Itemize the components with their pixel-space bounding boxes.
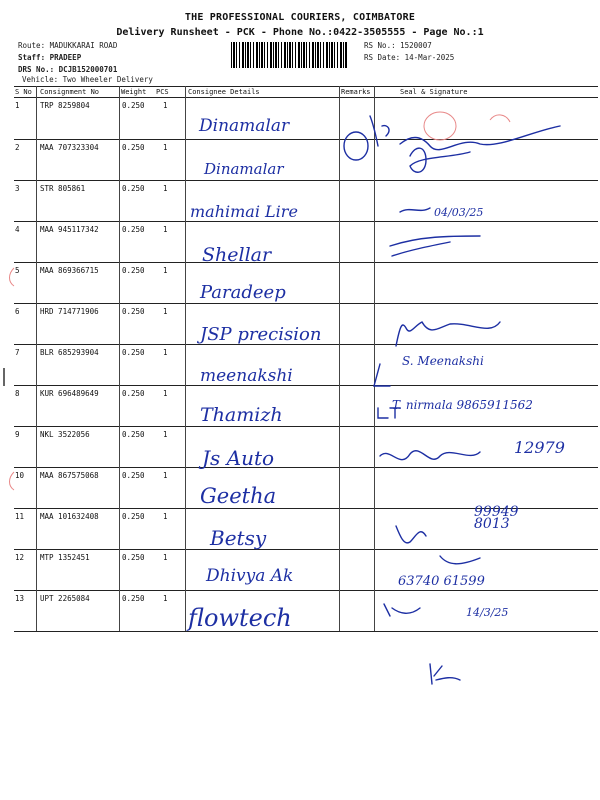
col-sno-header: S No	[15, 88, 32, 96]
row-consignment: MTP 1352451	[40, 553, 90, 562]
signature-stroke	[370, 116, 389, 146]
row-weight: 0.250	[122, 307, 145, 316]
col-remarks-header: Remarks	[341, 88, 371, 96]
row-sno: 11	[15, 512, 25, 521]
row-pcs: 1	[163, 512, 168, 521]
row-weight: 0.250	[122, 553, 145, 562]
handwritten-consignee: JSP precision	[200, 324, 322, 345]
rs-date: RS Date: 14-Mar-2025	[364, 53, 455, 62]
row-pcs: 1	[163, 143, 168, 152]
row-weight: 0.250	[122, 594, 145, 603]
handwritten-consignee: Js Auto	[202, 446, 275, 470]
document-subtitle: Delivery Runsheet - PCK - Phone No.:0422-3505555 - Page No.:1	[116, 27, 484, 38]
row-weight: 0.250	[122, 266, 145, 275]
barcode	[231, 42, 347, 68]
row-sno: 2	[15, 143, 20, 152]
row-consignment: MAA 867575068	[40, 471, 99, 480]
handwritten-consignee: Shellar	[202, 244, 272, 266]
row-sno: 7	[15, 348, 20, 357]
signature-stroke	[378, 408, 400, 418]
col-pcs-header: PCS	[156, 88, 169, 96]
row-consignment: UPT 2265084	[40, 594, 90, 603]
margin-mark	[10, 472, 15, 490]
signature-stroke	[410, 148, 470, 172]
handwritten-consignee: Dhivya Ak	[206, 566, 294, 586]
vehicle-label: Vehicle: Two Wheeler Delivery	[22, 75, 153, 84]
signature-stroke	[396, 526, 426, 543]
margin-marks	[0, 250, 30, 550]
row-consignment: STR 805861	[40, 184, 86, 193]
row-weight: 0.250	[122, 143, 145, 152]
row-pcs: 1	[163, 594, 168, 603]
row-sno: 13	[15, 594, 25, 603]
handwritten-signature: S. Meenakshi	[402, 354, 484, 368]
row-consignment: TRP 8259804	[40, 101, 90, 110]
row-consignment: HRD 714771906	[40, 307, 99, 316]
handwritten-consignee: mahimai Lire	[190, 202, 298, 221]
handwritten-consignee: Betsy	[210, 526, 267, 550]
stamp-mark	[490, 115, 510, 122]
row-pcs: 1	[163, 307, 168, 316]
signature-scribbles	[330, 96, 600, 696]
row-sno: 9	[15, 430, 20, 439]
signature-stroke	[430, 664, 460, 684]
row-sno: 3	[15, 184, 20, 193]
row-consignment: BLR 685293904	[40, 348, 99, 357]
row-pcs: 1	[163, 389, 168, 398]
handwritten-consignee: Geetha	[200, 484, 277, 508]
row-sno: 8	[15, 389, 20, 398]
row-pcs: 1	[163, 430, 168, 439]
row-pcs: 1	[163, 101, 168, 110]
row-consignment: KUR 696489649	[40, 389, 99, 398]
row-sno: 10	[15, 471, 25, 480]
document-title: THE PROFESSIONAL COURIERS, COIMBATORE	[184, 12, 416, 23]
row-weight: 0.250	[122, 184, 145, 193]
stamp-mark	[424, 112, 456, 140]
row-sno: 1	[15, 101, 20, 110]
row-pcs: 1	[163, 225, 168, 234]
signature-stroke	[440, 556, 480, 564]
row-weight: 0.250	[122, 512, 145, 521]
margin-mark	[10, 268, 15, 286]
row-weight: 0.250	[122, 389, 145, 398]
handwritten-consignee: flowtech	[188, 604, 292, 632]
handwritten-consignee: Dinamalar	[199, 116, 290, 136]
handwritten-consignee: Thamizh	[200, 404, 283, 426]
signature-stroke	[380, 451, 480, 460]
row-consignment: NKL 3522056	[40, 430, 90, 439]
signature-stroke	[400, 208, 430, 212]
row-consignment: MAA 101632408	[40, 512, 99, 521]
handwritten-signature-date: 04/03/25	[434, 206, 484, 219]
row-pcs: 1	[163, 553, 168, 562]
col-consignment-header: Consignment No	[40, 88, 100, 96]
remark-circle-mark	[344, 132, 368, 160]
row-consignment: MAA 707323304	[40, 143, 99, 152]
row-sno: 12	[15, 553, 25, 562]
drs-label: DRS No.: DCJB152000701	[18, 65, 118, 74]
row-weight: 0.250	[122, 101, 145, 110]
signature-stroke	[374, 364, 390, 386]
row-pcs: 1	[163, 471, 168, 480]
rs-number: RS No.: 1520007	[364, 41, 432, 50]
handwritten-number: 99949 8013	[474, 504, 519, 532]
row-sno: 5	[15, 266, 20, 275]
handwritten-signature: T. nirmala 9865911562	[392, 398, 533, 412]
row-consignment: MAA 945117342	[40, 225, 99, 234]
row-sno: 6	[15, 307, 20, 316]
row-consignment: MAA 869366715	[40, 266, 99, 275]
row-weight: 0.250	[122, 471, 145, 480]
col-weight-header: Weight	[121, 88, 147, 96]
row-pcs: 1	[163, 266, 168, 275]
signature-stroke	[392, 242, 450, 256]
route-label: Route: MADUKKARAI ROAD	[18, 41, 118, 50]
row-pcs: 1	[163, 184, 168, 193]
handwritten-consignee: Paradeep	[200, 282, 286, 303]
col-seal-header: Seal & Signature	[400, 88, 468, 96]
handwritten-number: 63740 61599	[398, 574, 485, 589]
row-sno: 4	[15, 225, 20, 234]
row-pcs: 1	[163, 348, 168, 357]
row-weight: 0.250	[122, 430, 145, 439]
handwritten-number: 12979	[514, 438, 565, 457]
row-weight: 0.250	[122, 348, 145, 357]
handwritten-consignee: Dinamalar	[204, 160, 284, 178]
staff-label: Staff: PRADEEP	[18, 53, 82, 62]
row-weight: 0.250	[122, 225, 145, 234]
signature-stroke	[396, 322, 500, 346]
col-consignee-header: Consignee Details	[188, 88, 260, 96]
handwritten-signature-date: 14/3/25	[466, 606, 509, 619]
handwritten-consignee: meenakshi	[200, 366, 293, 386]
signature-stroke	[384, 604, 420, 616]
